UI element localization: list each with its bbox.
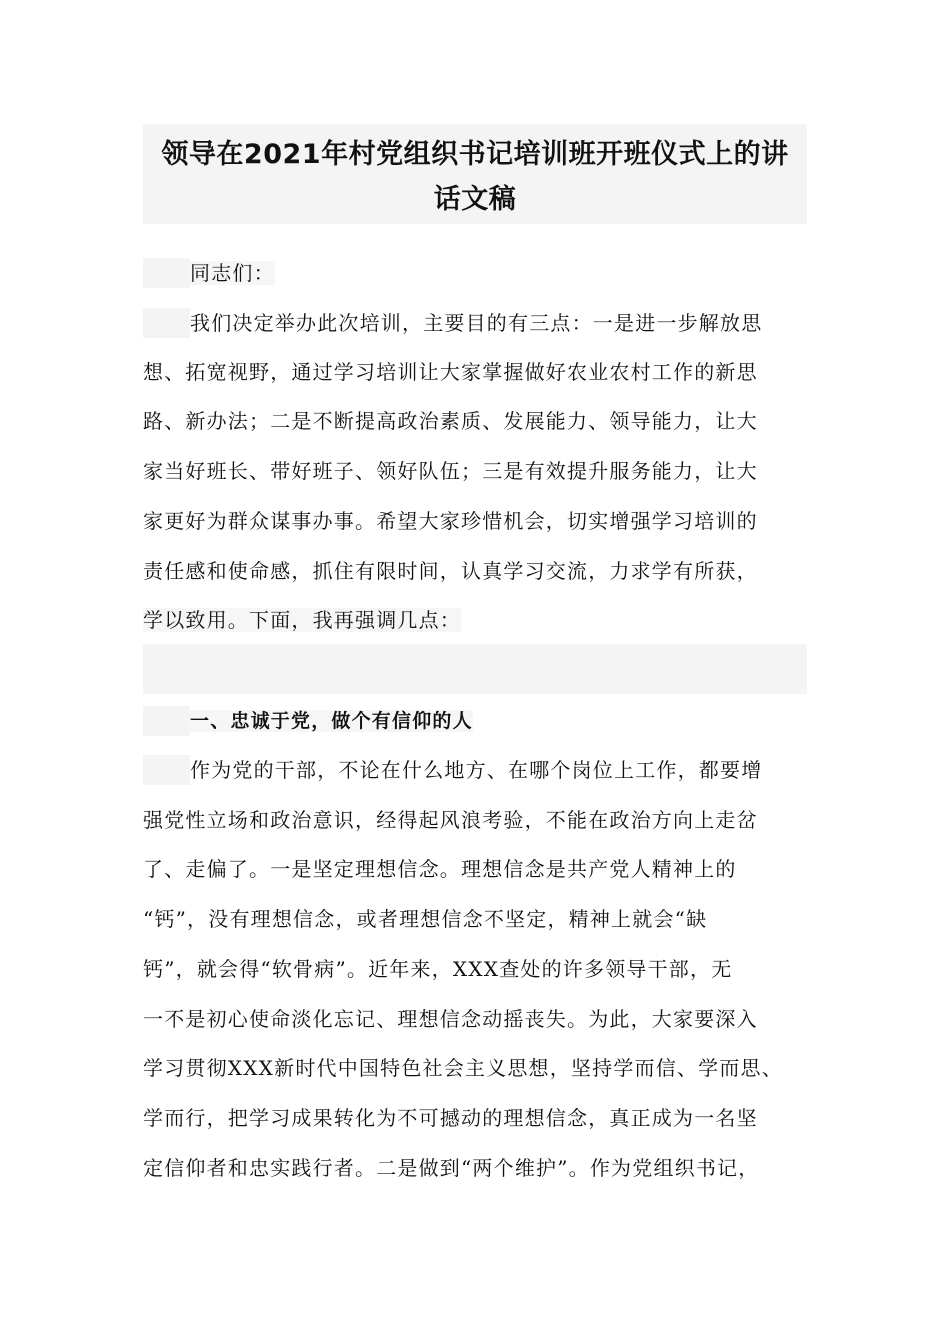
paragraph-line: 学习贯彻XXX新时代中国特色社会主义思想，坚持学而信、学而思、 bbox=[143, 1056, 783, 1080]
paragraph-line: 一不是初心使命淡化忘记、理想信念动摇丧失。为此，大家要深入 bbox=[143, 1007, 758, 1031]
paragraph-line: 了、走偏了。一是坚定理想信念。理想信念是共产党人精神上的 bbox=[143, 857, 737, 881]
paragraph-line: 家当好班长、带好班子、领好队伍；三是有效提升服务能力，让大 bbox=[143, 459, 758, 483]
paragraph-line: 学而行，把学习成果转化为不可撼动的理想信念，真正成为一名坚 bbox=[143, 1106, 758, 1130]
blank-line bbox=[143, 644, 807, 694]
salutation: 同志们： bbox=[190, 261, 275, 285]
paragraph-line: 想、拓宽视野，通过学习培训让大家掌握做好农业农村工作的新思 bbox=[143, 360, 758, 384]
salutation-line bbox=[143, 258, 275, 288]
paragraph-line: “钙”，没有理想信念，或者理想信念不坚定，精神上就会“缺 bbox=[143, 907, 708, 931]
paragraph-line: 强党性立场和政治意识，经得起风浪考验，不能在政治方向上走岔 bbox=[143, 808, 758, 832]
paragraph-line: 责任感和使命感，抓住有限时间，认真学习交流，力求学有所获， bbox=[143, 559, 758, 583]
paragraph-line bbox=[143, 308, 762, 338]
paragraph-line: 定信仰者和忠实践行者。二是做到“两个维护”。作为党组织书记， bbox=[143, 1156, 760, 1180]
paragraph-text: 作为党的干部，不论在什么地方、在哪个岗位上工作，都要增 bbox=[190, 758, 763, 782]
document-title bbox=[143, 124, 807, 224]
paragraph-line: 钙”，就会得“软骨病”。近年来，XXX查处的许多领导干部，无 bbox=[143, 957, 733, 981]
paragraph-text: 学以致用。下面，我再强调几点： bbox=[143, 608, 461, 632]
title-line-1: 领导在2021年村党组织书记培训班开班仪式上的讲 bbox=[161, 139, 789, 170]
section-heading: 一、忠诚于党，做个有信仰的人 bbox=[190, 710, 473, 732]
paragraph-line: 路、新办法；二是不断提高政治素质、发展能力、领导能力，让大 bbox=[143, 409, 758, 433]
paragraph-text: 我们决定举办此次培训，主要目的有三点：一是进一步解放思 bbox=[190, 311, 763, 335]
paragraph-line: 家更好为群众谋事办事。希望大家珍惜机会，切实增强学习培训的 bbox=[143, 509, 758, 533]
title-line-2: 话文稿 bbox=[433, 184, 517, 215]
paragraph-line bbox=[143, 605, 461, 635]
section-heading-line bbox=[143, 706, 473, 736]
paragraph-line bbox=[143, 755, 762, 785]
